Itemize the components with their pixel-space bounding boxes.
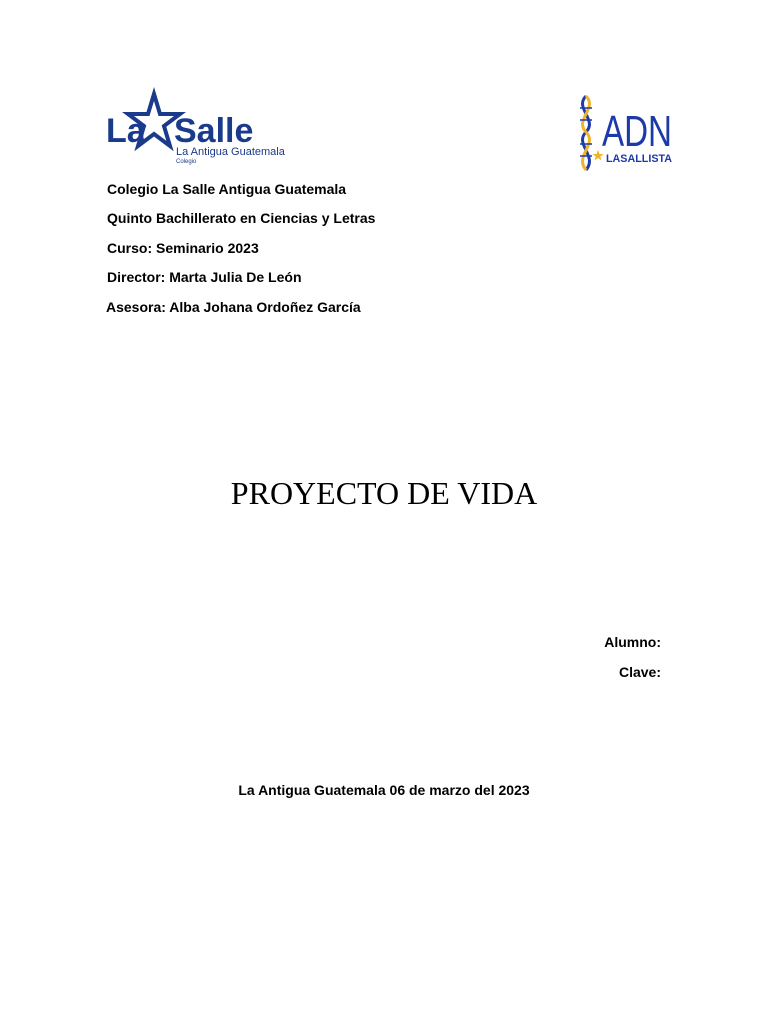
la-salle-logo-caption: Colegio [176, 159, 197, 165]
adn-logo-text: ADN [602, 107, 672, 156]
adn-logo-caption: LASALLISTA [606, 153, 673, 165]
student-label: Alumno: [604, 634, 661, 650]
place-date: La Antigua Guatemala 06 de marzo del 2023 [238, 782, 530, 798]
la-salle-logo-subtitle: La Antigua Guatemala [176, 146, 285, 158]
la-salle-logo [106, 92, 306, 164]
la-salle-logo-salle: Salle [174, 112, 254, 150]
course-line: Curso: Seminario 2023 [107, 240, 259, 256]
code-label: Clave: [618, 664, 661, 680]
director-line: Director: Marta Julia De León [107, 269, 302, 285]
dna-helix-icon [580, 96, 592, 170]
grade-line: Quinto Bachillerato en Ciencias y Letras [107, 210, 376, 226]
advisor-line: Asesora: Alba Johana Ordoñez García [106, 299, 361, 315]
school-name: Colegio La Salle Antigua Guatemala [107, 181, 347, 197]
la-salle-logo-la: La [106, 112, 146, 150]
document-title: PROYECTO DE VIDA [230, 475, 538, 511]
adn-lasallista-logo [572, 94, 676, 172]
